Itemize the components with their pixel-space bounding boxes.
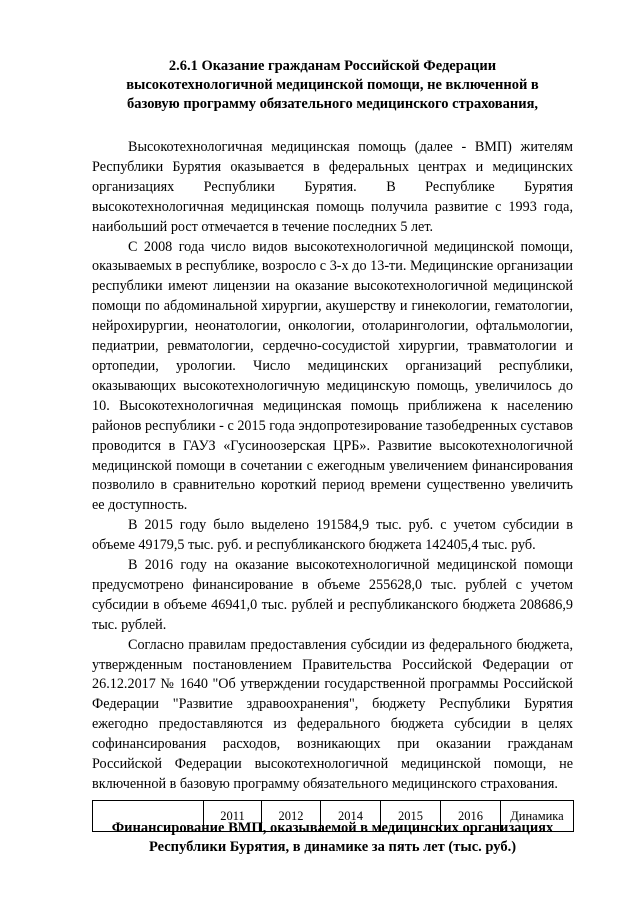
header-cell-2016: 2016	[441, 801, 501, 832]
header-cell-dynamics: Динамика	[501, 801, 574, 832]
table-title-line: Финансирование ВМП, оказываемой в медицинских организациях	[111, 819, 554, 836]
section-title-line: высокотехнологичной медицинской помощи, не включенной в	[126, 77, 539, 93]
section-title	[92, 57, 573, 114]
header-cell-2011: 2011	[204, 801, 262, 832]
section-title-line: 2.6.1 Оказание гражданам Российской Федерации	[168, 58, 497, 74]
table-header-row	[93, 801, 574, 832]
paragraph-vmp-growth: С 2008 года число видов высокотехнологичной медицинской помощи, оказываемых в республике, возросло с 3-х до 13-ти. Медицинские организации республики имеют лицензии на оказание высокотехнологичной медицинской помощи по абдоминальной хирургии, акушерству и гинекологии, гематологии, нейрохирургии, неонатологии, онкологии, отоларингологии, офтальмологии, педиатрии, ревматологии, сердечно-сосудистой хирургии, травматологии и ортопедии, урологии. Число медицинских организаций республики, оказывающих высокотехнологичную медицинскую помощь, увеличилось до 10. Высокотехнологичная медицинская помощь приближена к населению районов республики - с 2015 года эндопротезирование тазобедренных суставов проводится в ГАУЗ «Гусиноозерская ЦРБ». Развитие высокотехнологичной медицинской помощи в сочетании с ежегодным увеличением финансирования позволило в сравнительно короткий период времени существенно увеличить ее доступность.	[92, 238, 573, 514]
paragraph-subsidy-rules: Согласно правилам предоставления субсидии из федерального бюджета, утвержденным постановлением Правительства Российской Федерации от 26.12.2017 № 1640 "Об утверждении государственной программы Российской Федерации "Развитие здравоохранения", бюджету Республики Бурятия ежегодно предоставляются из федерального бюджета субсидии в целях софинансирования расходов, возникающих при оказании гражданам Российской Федерации высокотехнологичной медицинской помощи, не включенной в базовую программу обязательного медицинского страхования.	[92, 636, 573, 792]
body-text	[92, 138, 573, 795]
section-title-line: базовую программу обязательного медицинского страхования,	[126, 96, 539, 112]
paragraph-funding-2015: В 2015 году было выделено 191584,9 тыс. руб. с учетом субсидии в объеме 49179,5 тыс. руб. и республиканского бюджета 142405,4 тыс. руб.	[92, 517, 573, 554]
paragraph-vmp-intro: Высокотехнологичная медицинская помощь (далее - ВМП) жителям Республики Бурятия оказывается в федеральных центрах и медицинских организациях Республики Бурятия. В Республике Бурятия высокотехнологичная медицинская помощь получила развитие с 1993 года, наибольший рост отмечается в течение последних 5 лет.	[92, 139, 573, 235]
document-page	[92, 0, 573, 857]
header-cell-2012: 2012	[262, 801, 321, 832]
header-cell-empty	[93, 801, 204, 832]
header-cell-2015: 2015	[381, 801, 441, 832]
financing-table	[92, 800, 574, 832]
header-cell-2014: 2014	[321, 801, 381, 832]
paragraph-funding-2016: В 2016 году на оказание высокотехнологичной медицинской помощи предусмотрено финансирование в объеме 255628,0 тыс. рублей с учетом субсидии в объеме 46941,0 тыс. рублей и республиканского бюджета 208686,9 тыс. рублей.	[92, 557, 573, 633]
table-title-line: Республики Бурятия, в динамике за пять лет (тыс. руб.)	[148, 838, 517, 855]
